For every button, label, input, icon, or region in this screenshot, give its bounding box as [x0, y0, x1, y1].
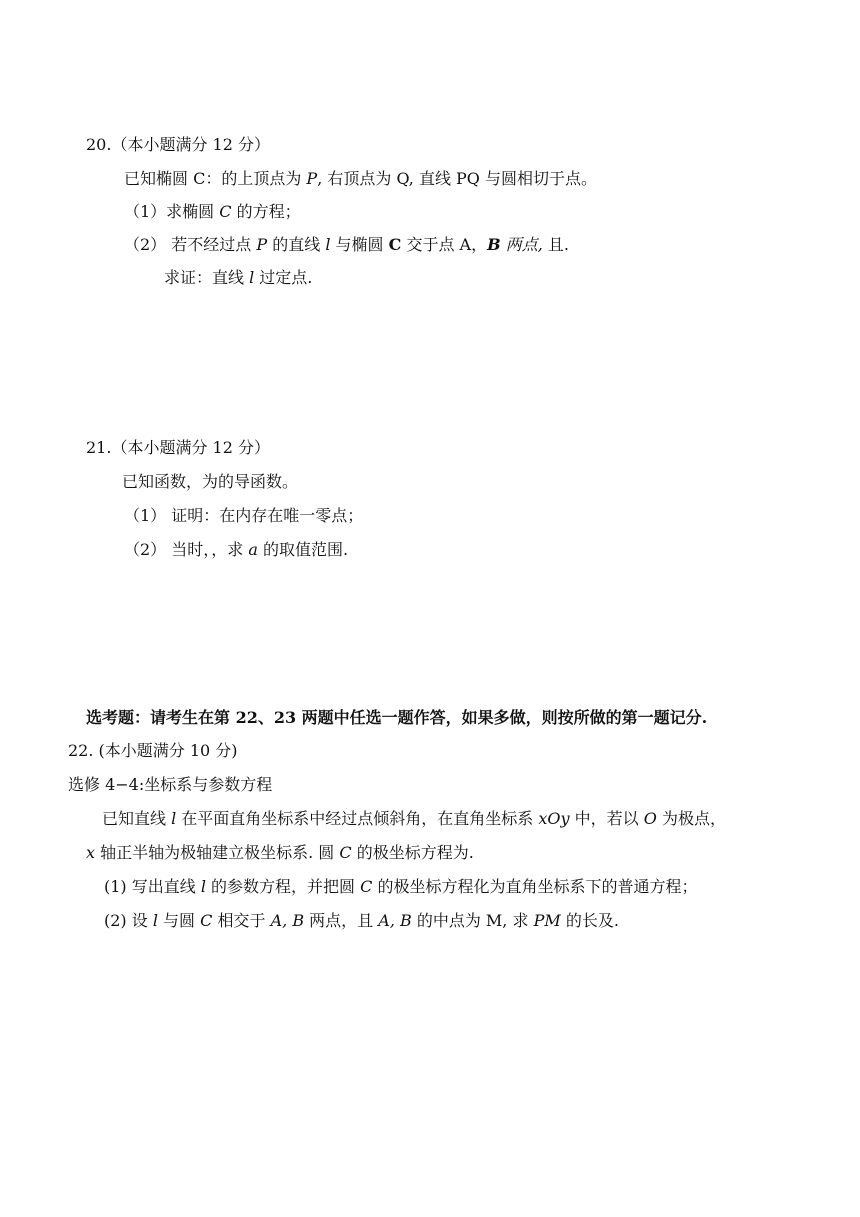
- q20-part1-text-1: （1）求椭圆: [124, 202, 220, 221]
- q20-part1: [124, 202, 301, 222]
- q22-part2-var-l: l: [152, 911, 158, 930]
- q20-proof-text-1: 求证：直线: [164, 268, 250, 287]
- q22-part2-var-ab-1: A, B: [270, 911, 305, 930]
- q20-part1-var-c: C: [219, 202, 232, 221]
- q20-part2: [124, 235, 569, 255]
- q22-part2-text-3: 相交于: [212, 911, 271, 930]
- q22-stem1-text-1: 已知直线: [102, 809, 172, 828]
- q20-part2-text-1: （2） 若不经过点: [124, 235, 257, 254]
- q22-part1-var-l: l: [200, 877, 206, 896]
- q20-stem-text-1: 已知椭圆 C：的上顶点为: [124, 169, 307, 188]
- q21-header: 21.（本小题满分 12 分）: [86, 438, 270, 457]
- q21-part2-var-a: a: [248, 540, 258, 559]
- q20-part2-var-p: P: [256, 235, 268, 254]
- q22-part2: [104, 911, 619, 931]
- q22-part2-text-4: 两点，且: [304, 911, 379, 930]
- q22-part2-text-1: (2) 设: [104, 911, 153, 930]
- q22-part1-text-1: (1) 写出直线: [104, 877, 201, 896]
- q20-part2-text-6: 且.: [542, 235, 569, 254]
- q20-part2-text-4: 交于点 A，: [401, 235, 488, 254]
- q22-part2-var-ab-2: A, B: [378, 911, 412, 930]
- q20-header: 20.（本小题满分 12 分）: [86, 135, 270, 154]
- q22-stem-line1: [102, 809, 726, 829]
- q22-stem2-var-c: C: [339, 843, 352, 862]
- q20-part2-var-b: B: [487, 235, 501, 254]
- q21-part1: （1） 证明：在内存在唯一零点；: [124, 506, 364, 525]
- q22-part1: [104, 877, 698, 897]
- q22-part2-var-c: C: [200, 911, 213, 930]
- q21-part2: [124, 540, 348, 560]
- q22-part2-text-2: 与圆: [157, 911, 201, 930]
- q20-proof-var-l: l: [249, 268, 255, 287]
- q21-stem: 已知函数，为的导函数。: [122, 472, 299, 491]
- q22-stem2-text-1: 轴正半轴为极轴建立极坐标系. 圆: [95, 843, 340, 862]
- q20-part2-var-l: l: [325, 235, 331, 254]
- q21-part2-text-2: 的取值范围.: [257, 540, 349, 559]
- q22-stem1-var-xoy: xOy: [538, 809, 570, 828]
- q21-part2-text-1: （2） 当时，，求: [124, 540, 249, 559]
- q20-part2-var-c: C: [388, 235, 402, 254]
- q20-proof: [164, 268, 312, 288]
- q22-part2-text-5: 的中点为 M, 求: [411, 911, 534, 930]
- q20-part2-text-2: 的直线: [267, 235, 326, 254]
- q22-stem1-text-3: 中，若以: [569, 809, 644, 828]
- q22-part1-var-c: C: [360, 877, 373, 896]
- q20-var-p: P: [306, 169, 318, 188]
- q20-part1-text-2: 的方程；: [231, 202, 301, 221]
- q22-header: 22. (本小题满分 10 分): [68, 741, 238, 760]
- q20-stem-text-2: , 右顶点为 Q, 直线 PQ 与圆相切于点。: [317, 169, 597, 188]
- q22-stem1-var-o: O: [643, 809, 657, 828]
- q22-part1-text-3: 的极坐标方程化为直角坐标系下的普通方程；: [372, 877, 698, 896]
- q22-part2-text-6: 的长及.: [560, 911, 619, 930]
- q20-part2-text-5: 两点,: [500, 235, 543, 254]
- q20-part2-text-3: 与椭圆: [330, 235, 389, 254]
- q22-stem1-text-2: 在平面直角坐标系中经过点倾斜角，在直角坐标系: [176, 809, 539, 828]
- q20-proof-text-2: 过定点.: [254, 268, 313, 287]
- q22-stem2-var-x: x: [86, 843, 96, 862]
- q22-stem1-var-l: l: [171, 809, 177, 828]
- q22-part1-text-2: 的参数方程，并把圆: [205, 877, 361, 896]
- q22-part2-var-pm: PM: [533, 911, 561, 930]
- q22-stem2-text-2: 的极坐标方程为.: [351, 843, 474, 862]
- q22-subtitle: 选修 4−4:坐标系与参数方程: [68, 775, 273, 794]
- elective-note: 选考题：请考生在第 22、23 两题中任选一题作答，如果多做，则按所做的第一题记分.: [86, 708, 708, 727]
- q20-stem: [124, 169, 597, 189]
- q22-stem-line2: [86, 843, 474, 863]
- q22-stem1-text-4: 为极点，: [656, 809, 726, 828]
